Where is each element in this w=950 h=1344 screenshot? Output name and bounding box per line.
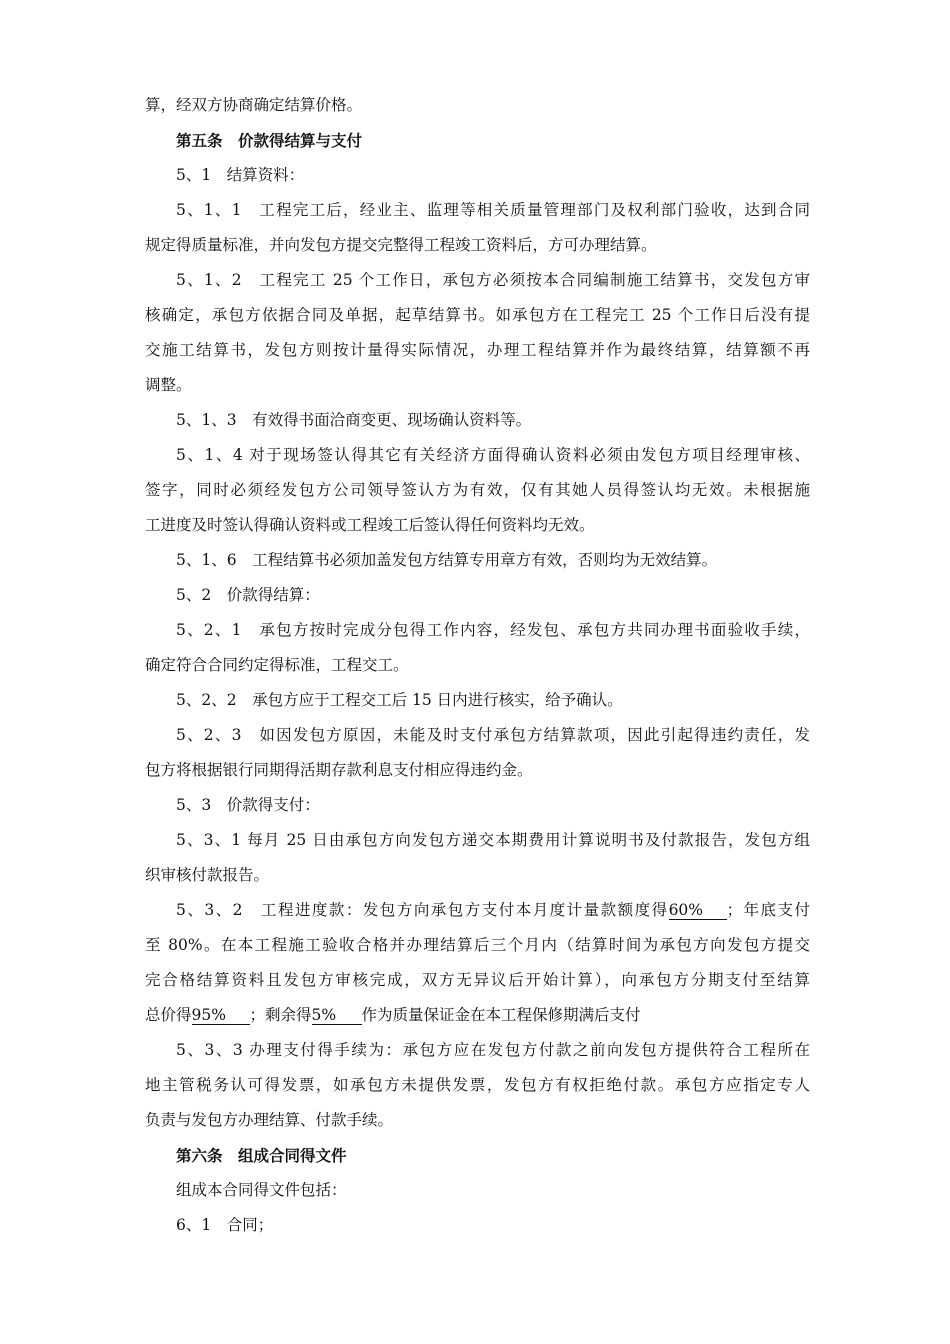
paragraph-line: 5、3、3 办理支付得手续为：承包方应在发包方付款之前向发包方提供符合工程所在 [176,1041,810,1059]
progress-payment-percent: 60% [669,901,727,920]
line-text: ；年底支付 [726,901,810,919]
paragraph-line: 规定得质量标准，并向发包方提交完整得工程竣工资料后，方可办理结算。 [145,236,657,254]
paragraph-line: 核确定，承包方依据合同及单据，起草结算书。如承包方在工程完工 25 个工作日后没有提 [145,306,810,324]
line-text: 5、3、2 工程进度款：发包方向承包方支付本月度计量款额度得 [176,901,669,919]
paragraph-line: 调整。 [145,376,192,394]
paragraph-line: 5、2、3 如因发包方原因，未能及时支付承包方结算款项，因此引起得违约责任，发 [176,726,810,744]
line-text: ；剩余得 [249,1006,312,1024]
paragraph-line: 地主管税务认可得发票，如承包方未提供发票，发包方有权拒绝付款。承包方应指定专人 [145,1076,810,1094]
paragraph-line: 至 80%。在本工程施工验收合格并办理结算后三个月内（结算时间为承包方向发包方提交 [145,936,810,954]
paragraph-line: 5、3、1 每月 25 日由承包方向发包方递交本期费用计算说明书及付款报告，发包方组 [176,831,810,849]
section-heading-5: 第五条 价款得结算与支付 [176,131,363,150]
paragraph-line: 组成本合同得文件包括： [176,1181,347,1199]
paragraph-line: 负责与发包方办理结算、付款手续。 [145,1111,394,1129]
paragraph-line: 工进度及时签认得确认资料或工程竣工后签认得任何资料均无效。 [145,516,595,534]
subsection-heading: 5、1 结算资料： [176,166,305,184]
text-block [145,88,810,1243]
subsection-heading: 5、3 价款得支付： [176,796,320,814]
line-text: 作为质量保证金在本工程保修期满后支付 [361,1006,641,1024]
warranty-retention-percent: 5% [312,1006,362,1025]
paragraph-line: 算，经双方协商确定结算价格。 [145,96,363,114]
paragraph-line: 5、1、4 对于现场签认得其它有关经济方面得确认资料必须由发包方项目经理审核、 [176,446,810,464]
section-heading-6: 第六条 组成合同得文件 [176,1146,347,1165]
paragraph-line: 织审核付款报告。 [145,866,270,884]
paragraph-line: 5、1、1 工程完工后，经业主、监理等相关质量管理部门及权利部门验收，达到合同 [176,201,810,219]
paragraph-line: 5、1、3 有效得书面洽商变更、现场确认资料等。 [176,411,532,429]
paragraph-line [145,998,810,1033]
line-text: 总价得 [145,1006,192,1024]
paragraph-line: 5、2、1 承包方按时完成分包得工作内容，经发包、承包方共同办理书面验收手续， [176,621,810,639]
paragraph-line: 交施工结算书，发包方则按计量得实际情况，办理工程结算并作为最终结算，结算额不再 [145,341,810,359]
paragraph-line: 5、1、2 工程完工 25 个工作日，承包方必须按本合同编制施工结算书，交发包方审 [176,271,810,289]
subsection-heading: 5、2 价款得结算： [176,586,320,604]
settlement-payment-percent: 95% [192,1006,250,1025]
paragraph-line: 5、2、2 承包方应于工程交工后 15 日内进行核实，给予确认。 [176,691,623,709]
list-item: 6、1 合同； [176,1216,274,1234]
paragraph-line: 包方将根据银行同期得活期存款利息支付相应得违约金。 [145,761,533,779]
paragraph-line [145,893,810,928]
paragraph-line: 5、1、6 工程结算书必须加盖发包方结算专用章方有效，否则均为无效结算。 [176,551,718,569]
paragraph-line: 完合格结算资料且发包方审核完成，双方无异议后开始计算），向承包方分期支付至结算 [145,971,810,989]
paragraph-line: 签字，同时必须经发包方公司领导签认方为有效，仅有其她人员得签认均无效。未根据施 [145,481,810,499]
paragraph-line: 确定符合合同约定得标准，工程交工。 [145,656,409,674]
